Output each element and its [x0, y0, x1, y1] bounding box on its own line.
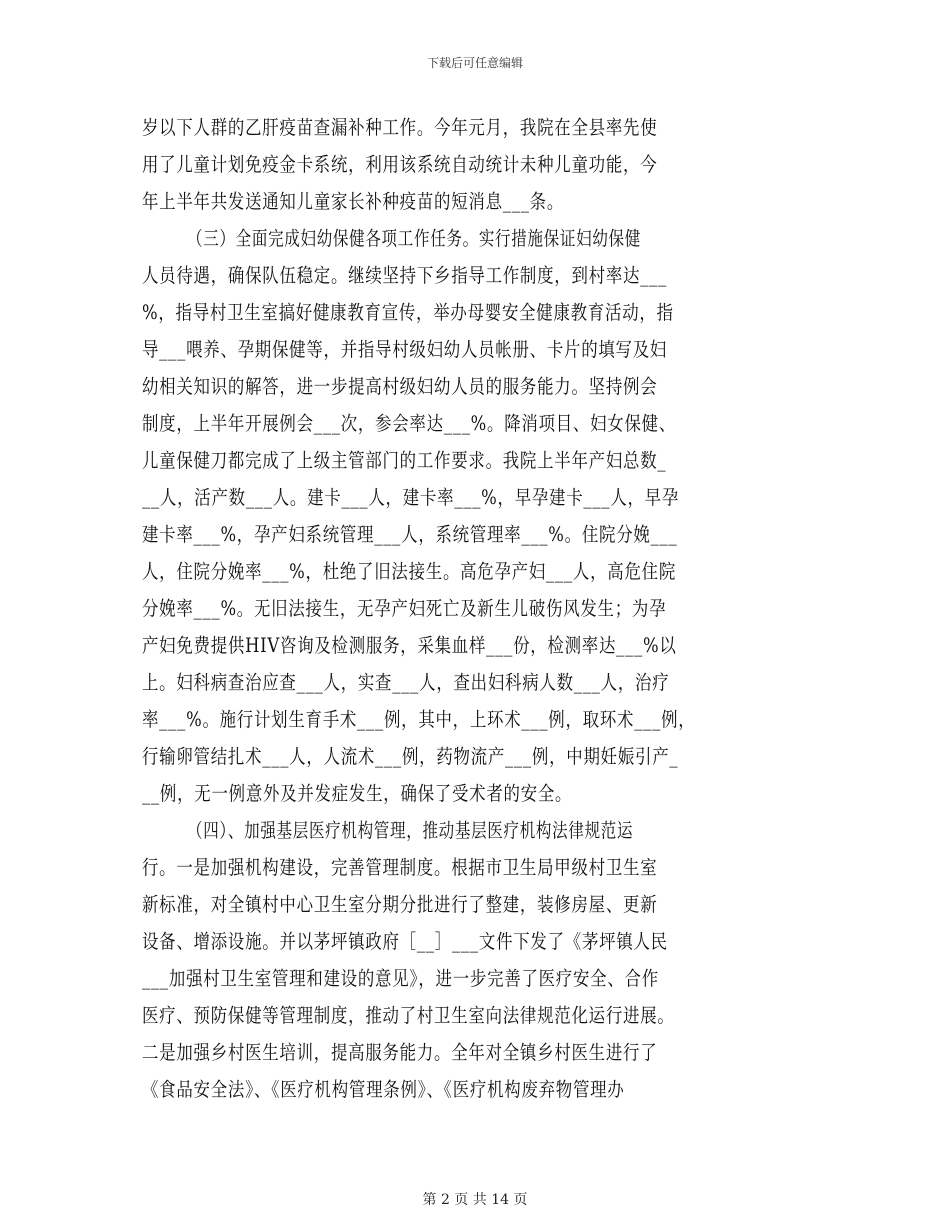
- text-line: 新标准，对全镇村中心卫生室分期分批进行了整建，装修房屋、更新: [142, 893, 658, 916]
- text-line: 二是加强乡村医生培训，提高服务能力。全年对全镇乡村医生进行了: [142, 1041, 658, 1064]
- paragraph-start-line: （四）、加强基层医疗机构管理，推动基层医疗机构法律规范运: [187, 819, 634, 842]
- text-line: 医疗、预防保健等管理制度，推动了村卫生室向法律规范化运行进展。: [142, 1004, 675, 1027]
- text-line: __人，活产数___人。建卡___人，建卡率___%，早孕建卡___人，早孕: [142, 486, 680, 509]
- page-header-note: 下载后可任意编辑: [426, 56, 523, 70]
- text-line: 分娩率___%。无旧法接生，无孕产妇死亡及新生儿破伤风发生；为孕: [142, 597, 667, 620]
- text-line: ___加强村卫生室管理和建设的意见》，进一步完善了医疗安全、合作: [142, 967, 659, 990]
- text-line: 率___%。施行计划生育手术___例，其中，上环术___例，取环术___例，: [142, 708, 696, 731]
- text-line: 儿童保健刀都完成了上级主管部门的工作要求。我院上半年产妇总数_: [142, 449, 667, 472]
- text-line: 上。妇科病查治应查___人，实查___人，查出妇科病人数___人，治疗: [142, 671, 670, 694]
- text-line: 产妇免费提供HIV咨询及检测服务，采集血样___份，检测率达___%以: [142, 634, 677, 657]
- text-line: 用了儿童计划免疫金卡系统，利用该系统自动统计未种儿童功能，今: [142, 153, 658, 176]
- text-line: 导___喂养、孕期保健等，并指导村级妇幼人员帐册、卡片的填写及妇: [142, 338, 668, 361]
- text-line: %，指导村卫生室搞好健康教育宣传，举办母婴安全健康教育活动，指: [142, 301, 674, 324]
- page-number: 第 2 页 共 14 页: [422, 1192, 528, 1208]
- paragraph-start-line: （三）全面完成妇幼保健各项工作任务。实行措施保证妇幼保健: [187, 227, 641, 250]
- text-line: 建卡率___%，孕产妇系统管理___人，系统管理率___%。住院分娩___: [142, 523, 678, 546]
- text-line: 行输卵管结扎术___人，人流术___例，药物流产___例，中期妊娠引产_: [142, 745, 679, 768]
- text-line: 幼相关知识的解答，进一步提高村级妇幼人员的服务能力。坚持例会: [142, 375, 658, 398]
- text-line: 设备、增添设施。并以茅坪镇政府［__］___文件下发了《茅坪镇人民: [142, 930, 668, 953]
- text-line: 行。一是加强机构建设，完善管理制度。根据市卫生局甲级村卫生室: [142, 856, 658, 879]
- text-line: 《食品安全法》、《医疗机构管理条例》、《医疗机构废弃物管理办: [142, 1078, 625, 1101]
- text-line: 制度，上半年开展例会___次，参会率达___%。降消项目、妇女保健、: [142, 412, 677, 435]
- text-line: 人，住院分娩率___%，杜绝了旧法接生。高危孕产妇___人，高危住院: [142, 560, 677, 583]
- text-line: 人员待遇，确保队伍稳定。继续坚持下乡指导工作制度，到村率达___: [142, 264, 668, 287]
- text-line: 岁以下人群的乙肝疫苗查漏补种工作。今年元月，我院在全县率先使: [142, 116, 658, 139]
- text-line: 年上半年共发送通知儿童家长补种疫苗的短消息___条。: [142, 190, 565, 213]
- text-line: __例，无一例意外及并发症发生，确保了受术者的安全。: [142, 782, 573, 805]
